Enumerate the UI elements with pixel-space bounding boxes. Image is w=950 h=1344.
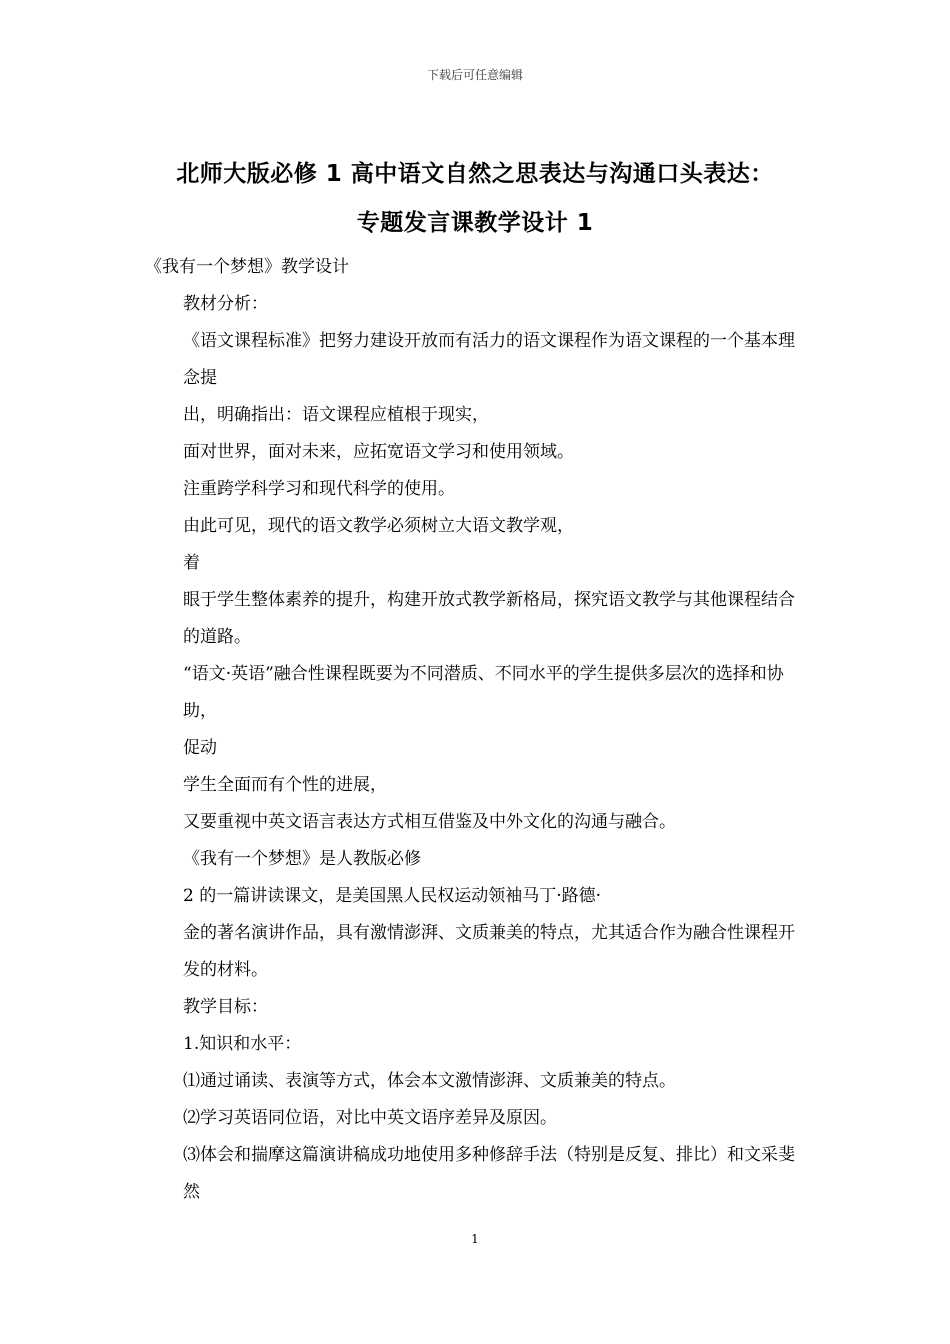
body-paragraph: ⑶体会和揣摩这篇演讲稿成功地使用多种修辞手法（特别是反复、排比）和文采斐然 <box>183 1145 795 1202</box>
body-paragraph: ⑴通过诵读、表演等方式，体会本文激情澎湃、文质兼美的特点。 <box>183 1071 676 1091</box>
document-title-line-1: 北师大版必修 1 高中语文自然之思表达与沟通口头表达： <box>176 161 774 187</box>
document-title-line-2: 专题发言课教学设计 1 <box>356 210 594 236</box>
body-paragraph: ⑵学习英语同位语，对比中英文语序差异及原因。 <box>183 1108 557 1128</box>
body-paragraph: 注重跨学科学习和现代科学的使用。 <box>183 479 455 499</box>
body-paragraph: 《语文课程标准》把努力建设开放而有活力的语文课程作为语文课程的一个基本理念提 <box>183 331 795 388</box>
body-paragraph: 着 <box>183 553 200 573</box>
body-paragraph: 1.知识和水平： <box>183 1034 302 1054</box>
body-paragraph: 金的著名演讲作品，具有激情澎湃、文质兼美的特点，尤其适合作为融合性课程开发的材料。 <box>183 923 795 980</box>
header-note: 下载后可任意编辑 <box>426 68 523 82</box>
body-paragraph: “语文·英语”融合性课程既要为不同潜质、不同水平的学生提供多层次的选择和协助， <box>183 664 784 721</box>
page-number: 1 <box>471 1232 479 1246</box>
body-paragraph: 教学目标： <box>183 997 268 1017</box>
body-paragraph: 《我有一个梦想》教学设计 <box>145 257 349 277</box>
body-paragraph: 学生全面而有个性的进展， <box>183 775 387 795</box>
body-paragraph: 面对世界，面对未来，应拓宽语文学习和使用领域。 <box>183 442 574 462</box>
body-paragraph: 2 的一篇讲读课文，是美国黑人民权运动领袖马丁·路德· <box>183 886 602 906</box>
body-paragraph: 促动 <box>183 738 217 758</box>
body-paragraph: 教材分析： <box>183 294 268 314</box>
body-paragraph: 出，明确指出：语文课程应植根于现实， <box>183 405 489 425</box>
body-paragraph: 由此可见，现代的语文教学必须树立大语文教学观， <box>183 516 574 536</box>
body-paragraph: 《我有一个梦想》是人教版必修 <box>183 849 421 869</box>
body-paragraph: 又要重视中英文语言表达方式相互借鉴及中外文化的沟通与融合。 <box>183 812 676 832</box>
body-paragraph: 眼于学生整体素养的提升，构建开放式教学新格局，探究语文教学与其他课程结合的道路。 <box>183 590 795 647</box>
document-body <box>145 249 810 1211</box>
